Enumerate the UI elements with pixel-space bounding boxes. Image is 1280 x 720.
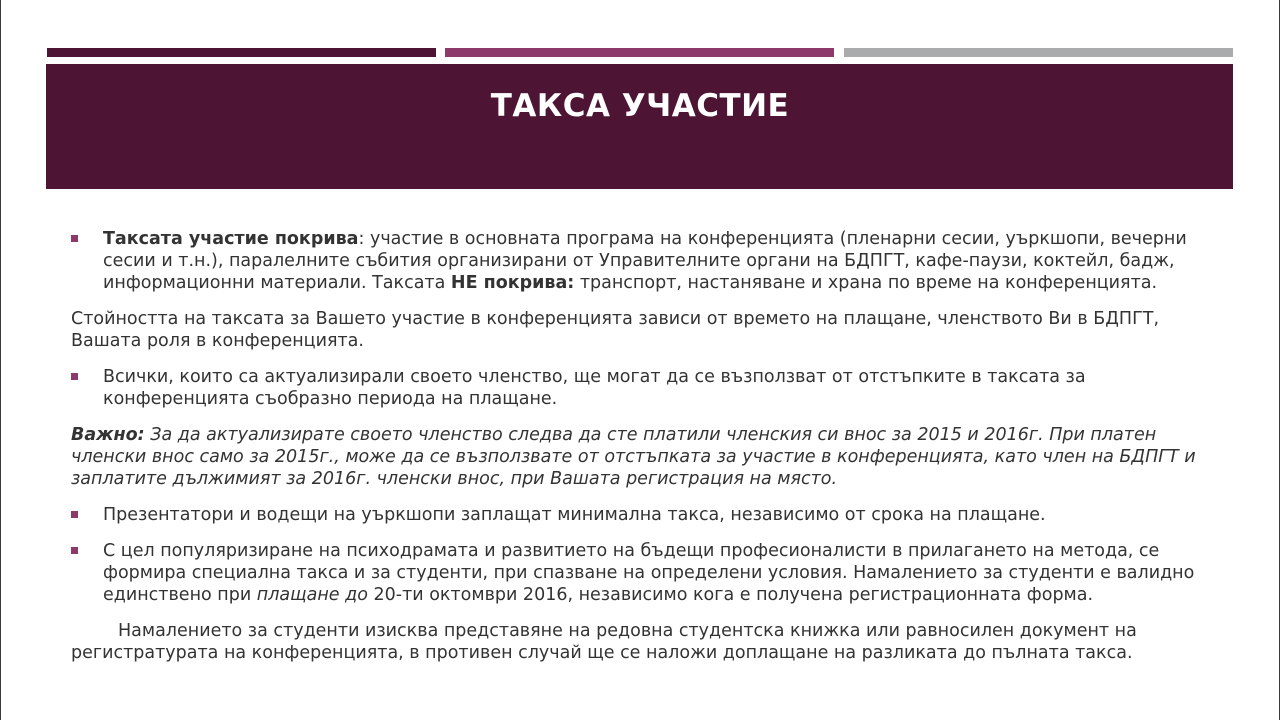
students-text-end: 20-ти октомври 2016, независимо кога е получена регистрационната форма.	[367, 585, 1094, 605]
bullet-item-membership-discount	[71, 366, 1221, 410]
bullet-item-presenters	[71, 504, 1221, 526]
accent-bar-light	[844, 48, 1233, 57]
slide-body	[71, 228, 1221, 678]
important-text: За да актуализирате своето членство следва да сте платили членския си внос за 2015 и 2016г. При платен членски внос само за 2015г., може да се възползвате от отстъпката за участие в конференцията, като член на БДПГТ и заплатите дължимият за 2016г. членски внос, при Вашата регистрация на място.	[71, 425, 1196, 489]
student-document-text: Намалението за студенти изисква представяне на редовна студентска книжка или равносилен документ на регистратурата на конференцията, в противен случай ще се наложи доплащане на разликата до пълната такса.	[71, 621, 1137, 663]
students-text-start: С цел популяризиране на психодрамата и развитието на бъдещи професионалисти в прилагането на метода, се формира специална такса и за студенти, при спазване на определени условия. Намалението за студенти е валидно единствено при	[103, 541, 1195, 605]
presenters-text: Презентатори и водещи на уъркшопи заплащат минимална такса, независимо от срока на плащане.	[103, 505, 1046, 525]
slide-title: ТАКСА УЧАСТИЕ	[490, 88, 790, 124]
square-bullet-icon	[71, 511, 78, 518]
bullet-item-students	[71, 540, 1221, 606]
square-bullet-icon	[71, 373, 78, 380]
square-bullet-icon	[71, 547, 78, 554]
important-label: Важно:	[71, 425, 145, 445]
fee-value-text: Стойността на таксата за Вашето участие в конференцията зависи от времето на плащане, членството Ви в БДПГТ, Вашата роля в конференцията.	[71, 309, 1160, 351]
students-payment-deadline: плащане до	[256, 585, 368, 605]
fee-covers-text: : участие в основната програма на конференцията (пленарни сесии, уъркшопи, вечерни сесии и т.н.), паралелните събития организирани от Управителните органи на БДПГТ, кафе-паузи, коктейл, бадж, информационни материали. Таксата	[103, 229, 1187, 293]
fee-value-paragraph	[71, 308, 1221, 352]
title-band	[46, 64, 1233, 189]
accent-bar-dark	[47, 48, 436, 57]
square-bullet-icon	[71, 235, 78, 242]
accent-bar-mid	[445, 48, 834, 57]
fee-not-covers-text: транспорт, настаняване и храна по време на конференцията.	[574, 273, 1158, 293]
bullet-item-fee-coverage	[71, 228, 1221, 294]
important-note	[71, 424, 1221, 490]
student-document-note	[71, 620, 1221, 664]
membership-discount-text: Всички, които са актуализирали своето членство, ще могат да се възползват от отстъпките в таксата за конференцията съобразно периода на плащане.	[103, 367, 1086, 409]
fee-not-covers-label: НЕ покрива:	[450, 273, 575, 293]
fee-covers-label: Таксата участие покрива	[103, 229, 359, 249]
